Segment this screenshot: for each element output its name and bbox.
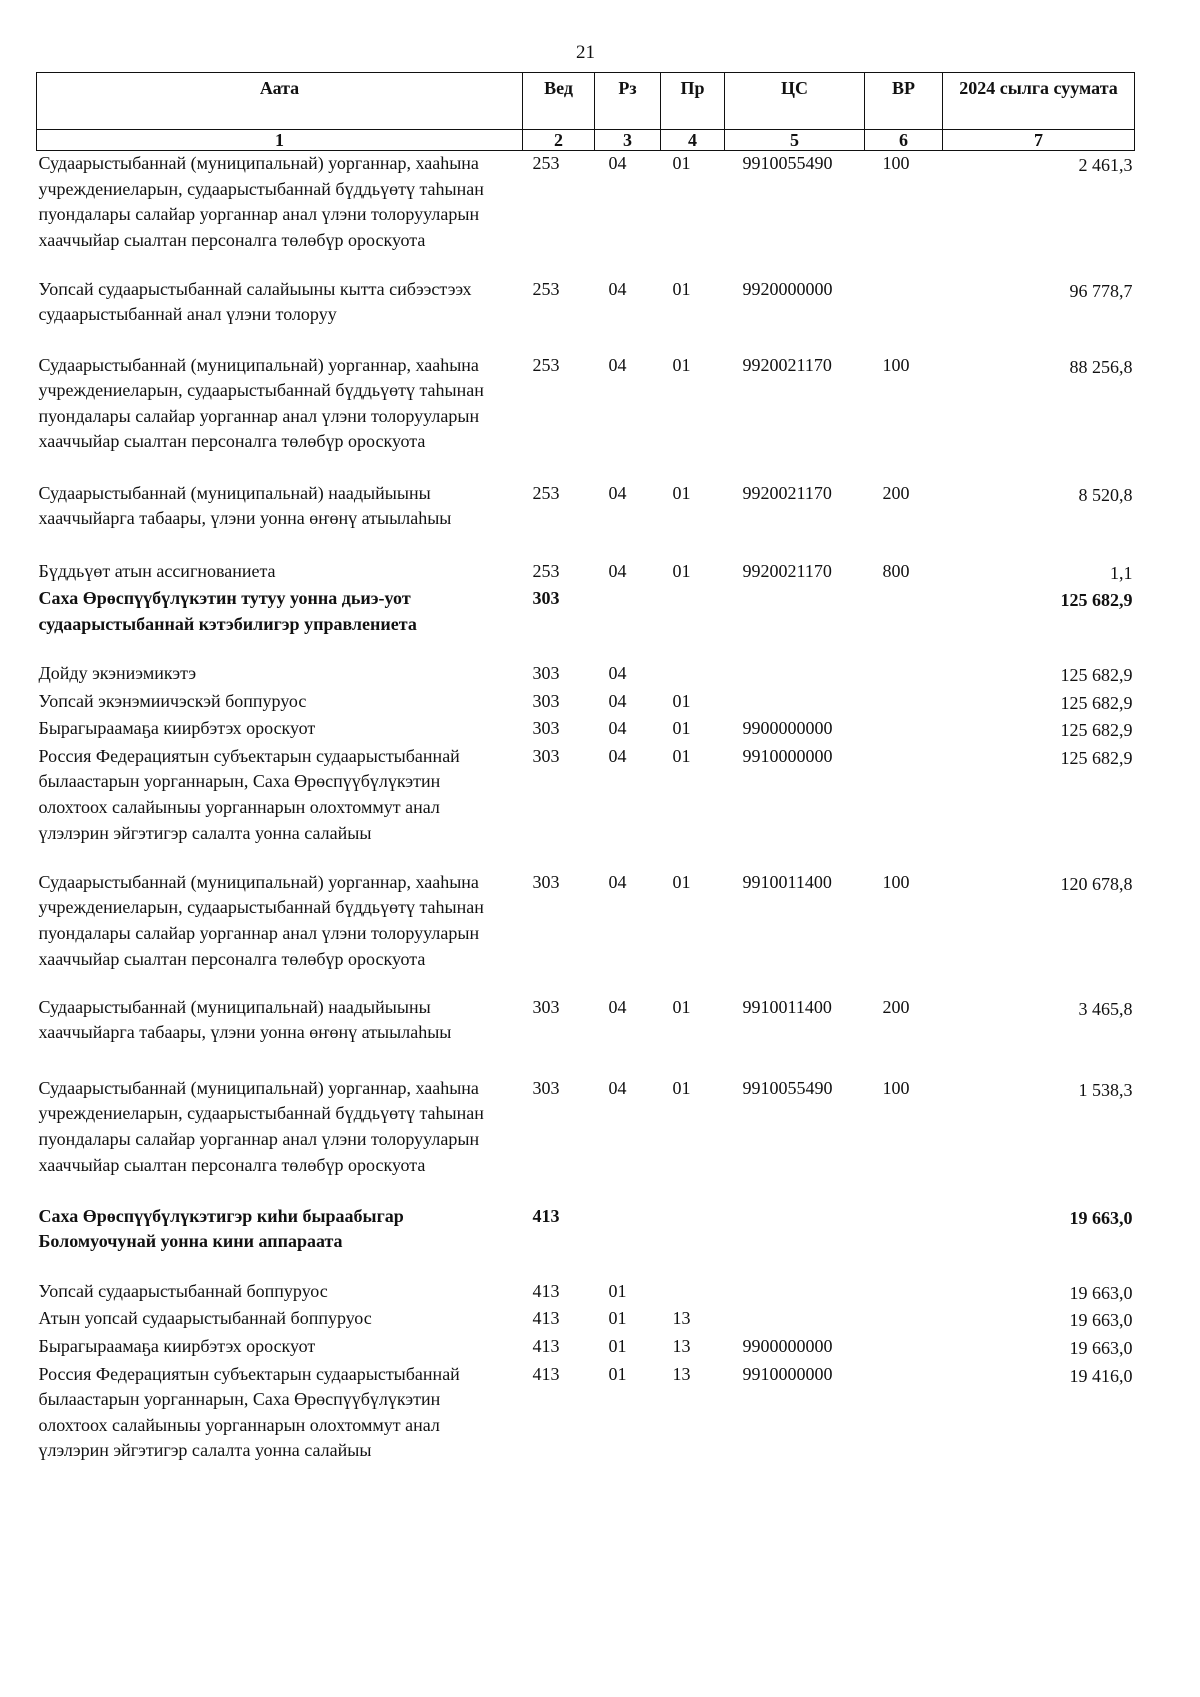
column-number: 4 [661, 130, 725, 151]
row-name: Уопсай судаарыстыбаннай боппуруос [38, 1280, 328, 1301]
row-sum: 125 682,9 [1060, 590, 1133, 611]
row-sum: 125 682,9 [1060, 747, 1133, 768]
row-sum: 19 416,0 [1069, 1365, 1133, 1386]
row-pr: 01 [672, 718, 691, 739]
row-name: Судаарыстыбаннай (муниципальнай) уорганнар, хааһына учреждениеларын, судаарыстыбаннай бүддьүөтү таһынан пуондалары салайар уорганнар анал үлэни толорууларын хааччыйар сыалтан персоналга төлөбүр ороскуота [38, 1077, 484, 1175]
row-ved: 303 [532, 690, 560, 711]
row-pr: 01 [672, 996, 691, 1017]
row-name: Атын уопсай судаарыстыбаннай боппуруос [38, 1308, 372, 1329]
row-vr [865, 689, 943, 717]
table-row [37, 689, 1135, 717]
row-name: Бырагыраамаҕа киирбэтэх ороскуот [38, 1336, 316, 1357]
row-pr: 01 [672, 871, 691, 892]
row-sum: 2 461,3 [1078, 155, 1133, 175]
column-number: 1 [37, 130, 523, 151]
row-rz: 04 [608, 871, 627, 892]
row-pr: 01 [672, 153, 691, 173]
row-rz: 04 [608, 153, 627, 173]
table-row [37, 1306, 1135, 1334]
row-ved: 303 [532, 588, 560, 609]
row-sum: 8 520,8 [1078, 484, 1133, 505]
row-pr [661, 586, 725, 661]
row-vr: 100 [882, 354, 910, 375]
row-pr: 01 [672, 745, 691, 766]
table-row [37, 716, 1135, 744]
table-row [37, 353, 1135, 481]
column-number: 7 [943, 130, 1135, 151]
row-cs [725, 1204, 865, 1279]
row-ved: 303 [532, 745, 560, 766]
row-rz: 04 [608, 745, 627, 766]
column-number: 6 [865, 130, 943, 151]
row-vr [865, 716, 943, 744]
row-cs: 9910011400 [742, 996, 832, 1017]
row-ved: 253 [532, 278, 560, 299]
row-name: Россия Федерациятын субъектарын судаарыстыбаннай былаастарын уорганнарын, Саха Өрөспүүбүлүкэтин олохтоох салайыныы уорганнарын олохтоммут анал үлэлэрин эйгэтигэр салалта уонна салайыы [38, 1363, 460, 1461]
row-cs: 9910055490 [742, 153, 833, 173]
row-sum: 3 465,8 [1078, 998, 1133, 1019]
table-row [37, 586, 1135, 661]
row-name: Бүддьүөт атын ассигнованиета [38, 560, 276, 581]
row-ved: 413 [532, 1308, 560, 1329]
row-name: Саха Өрөспүүбүлүкэтин тутуу уонна дьиэ-уот судаарыстыбаннай кэтэбилигэр управлениета [38, 588, 417, 634]
row-pr: 01 [672, 278, 691, 299]
column-number: 2 [523, 130, 595, 151]
row-cs: 9920000000 [742, 278, 833, 299]
row-vr: 100 [882, 1077, 910, 1098]
row-vr [865, 1279, 943, 1307]
header-rz: Рз [595, 73, 661, 130]
row-cs: 9920021170 [742, 482, 832, 503]
row-name: Россия Федерациятын субъектарын судаарыстыбаннай былаастарын уорганнарын, Саха Өрөспүүбүлүкэтин олохтоох салайыныы уорганнарын олохтоммут анал үлэлэрин эйгэтигэр салалта уонна салайыы [38, 745, 460, 843]
table-row [37, 151, 1135, 277]
row-name: Уопсай судаарыстыбаннай салайыыны кытта сибээстээх судаарыстыбаннай анал үлэни толоруу [38, 278, 472, 325]
row-vr [865, 1334, 943, 1362]
budget-table [36, 72, 1135, 1472]
row-sum: 1,1 [1110, 562, 1133, 583]
row-pr: 01 [672, 1077, 691, 1098]
row-sum: 1 538,3 [1078, 1079, 1133, 1100]
row-pr: 13 [672, 1363, 691, 1384]
row-name: Судаарыстыбаннай (муниципальнай) наадыйыыны хааччыйарга табаары, үлэни уонна өҥөнү атыылаһыы [38, 996, 452, 1043]
row-cs [725, 661, 865, 689]
row-cs: 9900000000 [742, 718, 833, 739]
table-row [37, 1204, 1135, 1279]
row-cs: 9920021170 [742, 354, 832, 375]
column-number: 5 [725, 130, 865, 151]
row-sum: 19 663,0 [1069, 1282, 1133, 1303]
row-sum: 19 663,0 [1069, 1310, 1133, 1331]
row-name: Дойду экэниэмикэтэ [38, 663, 197, 684]
row-ved: 413 [532, 1363, 560, 1384]
row-sum: 88 256,8 [1069, 356, 1133, 377]
table-row [37, 1076, 1135, 1204]
row-pr [661, 661, 725, 689]
row-rz: 04 [608, 560, 627, 581]
page-number: 21 [576, 42, 595, 63]
header-pr: Пр [661, 73, 725, 130]
row-rz [595, 1204, 661, 1279]
row-ved: 303 [532, 718, 560, 739]
row-sum: 125 682,9 [1060, 692, 1133, 713]
row-vr [865, 586, 943, 661]
row-sum: 19 663,0 [1069, 1207, 1133, 1228]
row-rz: 04 [608, 482, 627, 503]
row-vr [865, 744, 943, 870]
row-ved: 303 [532, 1077, 560, 1098]
row-name: Саха Өрөспүүбүлүкэтигэр киһи быраабыгар Боломуочунай уонна кини аппараата [38, 1205, 404, 1252]
table-row [37, 744, 1135, 870]
row-vr [865, 277, 943, 353]
column-number: 3 [595, 130, 661, 151]
row-rz: 01 [608, 1308, 627, 1329]
row-name: Судаарыстыбаннай (муниципальнай) уорганнар, хааһына учреждениеларын, судаарыстыбаннай бүддьүөтү таһынан пуондалары салайар уорганнар анал үлэни толорууларын хааччыйар сыалтан персоналга төлөбүр ороскуота [38, 354, 484, 452]
row-ved: 253 [532, 560, 560, 581]
row-cs: 9910000000 [742, 1363, 833, 1384]
row-pr [661, 1279, 725, 1307]
row-rz: 04 [608, 354, 627, 375]
row-pr: 13 [672, 1336, 691, 1357]
row-vr [865, 661, 943, 689]
row-sum: 19 663,0 [1069, 1338, 1133, 1359]
table-row [37, 1362, 1135, 1472]
row-ved: 253 [532, 354, 560, 375]
header-row [37, 73, 1135, 130]
table-row [37, 995, 1135, 1076]
row-vr [865, 1362, 943, 1472]
row-sum: 125 682,9 [1060, 720, 1133, 741]
row-cs: 9900000000 [742, 1336, 833, 1357]
row-name: Судаарыстыбаннай (муниципальнай) наадыйыыны хааччыйарга табаары, үлэни уонна өҥөнү атыылаһыы [38, 482, 452, 529]
row-cs [725, 586, 865, 661]
table-row [37, 1279, 1135, 1307]
row-rz: 04 [608, 1077, 627, 1098]
row-pr: 13 [672, 1308, 691, 1329]
header-sum: 2024 сылга суумата [943, 73, 1135, 130]
table-row [37, 1334, 1135, 1362]
row-vr [865, 1306, 943, 1334]
row-pr [661, 1204, 725, 1279]
row-vr: 800 [882, 560, 910, 581]
header-vr: ВР [865, 73, 943, 130]
row-rz: 04 [608, 690, 627, 711]
row-rz: 04 [608, 996, 627, 1017]
row-vr [865, 1204, 943, 1279]
row-pr: 01 [672, 482, 691, 503]
row-ved: 413 [532, 1205, 560, 1226]
row-pr: 01 [672, 690, 691, 711]
row-name: Судаарыстыбаннай (муниципальнай) уорганнар, хааһына учреждениеларын, судаарыстыбаннай бүддьүөтү таһынан пуондалары салайар уорганнар анал үлэни толорууларын хааччыйар сыалтан персоналга төлөбүр ороскуота [38, 871, 484, 969]
row-ved: 253 [532, 153, 560, 173]
row-vr: 100 [882, 153, 910, 173]
table-row [37, 661, 1135, 689]
row-rz: 01 [608, 1363, 627, 1384]
row-cs [725, 1279, 865, 1307]
row-ved: 253 [532, 482, 560, 503]
row-cs: 9910000000 [742, 745, 833, 766]
table-row [37, 870, 1135, 995]
row-ved: 413 [532, 1280, 560, 1301]
header-cs: ЦС [725, 73, 865, 130]
row-rz: 04 [608, 663, 627, 684]
row-name: Судаарыстыбаннай (муниципальнай) уорганнар, хааһына учреждениеларын, судаарыстыбаннай бүддьүөтү таһынан пуондалары салайар уорганнар анал үлэни толорууларын хааччыйар сыалтан персоналга төлөбүр ороскуота [38, 153, 484, 250]
row-ved: 413 [532, 1336, 560, 1357]
row-sum: 96 778,7 [1069, 280, 1133, 301]
row-name: Бырагыраамаҕа киирбэтэх ороскуот [38, 718, 316, 739]
row-ved: 303 [532, 871, 560, 892]
row-rz: 01 [608, 1336, 627, 1357]
row-vr: 200 [882, 996, 910, 1017]
column-number-row [37, 130, 1135, 151]
header-name: Аата [37, 73, 523, 130]
row-cs: 9910055490 [742, 1077, 833, 1098]
table-body [37, 151, 1135, 1472]
row-cs [725, 689, 865, 717]
row-pr: 01 [672, 560, 691, 581]
row-rz: 04 [608, 278, 627, 299]
row-cs: 9920021170 [742, 560, 832, 581]
row-vr: 100 [882, 871, 910, 892]
row-rz [595, 586, 661, 661]
header-ved: Вед [523, 73, 595, 130]
row-name: Уопсай экэнэмиичэскэй боппуруос [38, 690, 307, 711]
row-cs [725, 1306, 865, 1334]
row-ved: 303 [532, 663, 560, 684]
row-vr: 200 [882, 482, 910, 503]
row-sum: 125 682,9 [1060, 665, 1133, 686]
table-header [37, 73, 1135, 151]
table-row [37, 559, 1135, 587]
row-rz: 01 [608, 1280, 627, 1301]
row-rz: 04 [608, 718, 627, 739]
row-ved: 303 [532, 996, 560, 1017]
row-pr: 01 [672, 354, 691, 375]
row-sum: 120 678,8 [1060, 873, 1133, 894]
table-row [37, 277, 1135, 353]
row-cs: 9910011400 [742, 871, 832, 892]
table-row [37, 481, 1135, 559]
